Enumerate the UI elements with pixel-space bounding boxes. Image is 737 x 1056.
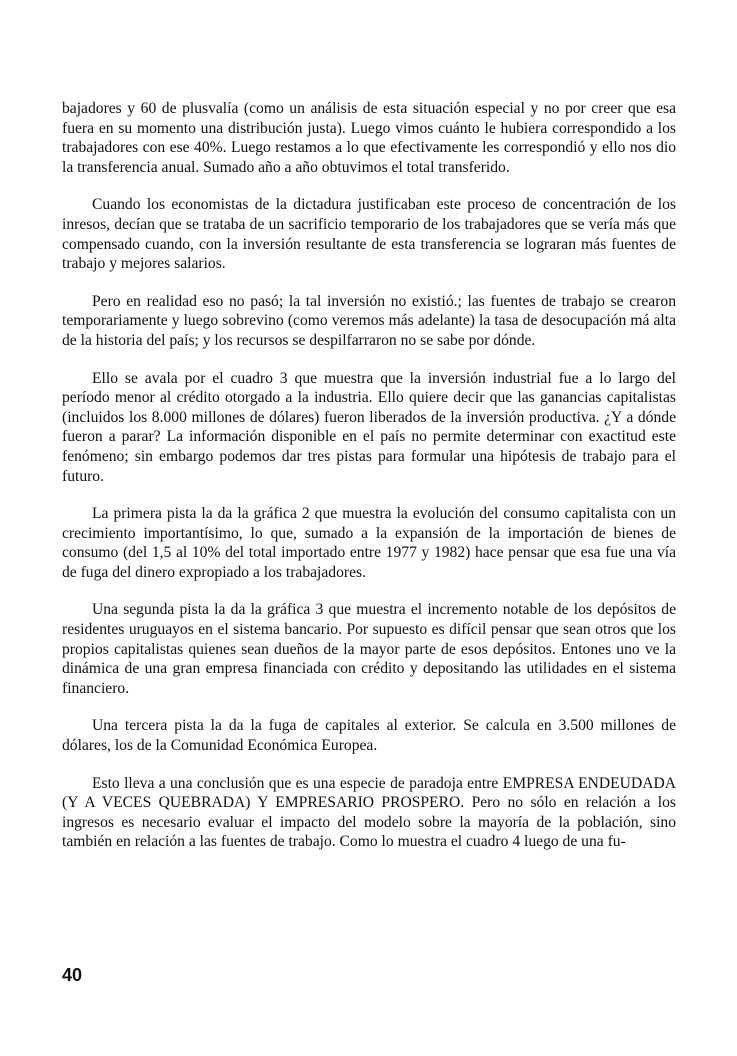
paragraph-3: Pero en realidad eso no pasó; la tal inversión no existió.; las fuentes de trabajo se crearon temporariamente y luego sobrevino (como veremos más adelante) la tasa de desocupación má alta de la historia del país; y los recursos se despilfarraron no se sabe por dónde. — [62, 292, 676, 349]
page-body — [62, 99, 676, 870]
page-number: 40 — [62, 965, 83, 985]
paragraph-5: La primera pista la da la gráfica 2 que muestra la evolución del consumo capitalista con un crecimiento importantísimo, lo que, sumado a la expansión de la importación de bienes de consumo (del 1,5 al 10% del total importado entre 1977 y 1982) hace pensar que esa fue una vía de fuga del dinero expropiado a los trabajadores. — [62, 505, 676, 581]
paragraph-1: bajadores y 60 de plusvalía (como un análisis de esta situación especial y no por creer que esa fuera en su momento una distribución justa). Luego vimos cuánto le hubiera correspondido a los trabajadores con ese 40%. Luego restamos a lo que efectivamente les correspondió y ello nos dio la transferencia anual. Sumado año a año obtuvimos el total transferido. — [62, 100, 676, 176]
paragraph-8: Esto lleva a una conclusión que es una especie de paradoja entre EMPRESA ENDEUDADA (Y A VECES QUEBRADA) Y EMPRESARIO PROSPERO. Pero no sólo en relación a los ingresos es necesario evaluar el impacto del modelo sobre la mayoría de la población, sino también en relación a las fuentes de trabajo. Como lo muestra el cuadro 4 luego de una fu- — [62, 774, 676, 851]
paragraph-6: Una segunda pista la da la gráfica 3 que muestra el incremento notable de los depósitos de residentes uruguayos en el sistema bancario. Por supuesto es difícil pensar que sean otros que los propios capitalistas quienes sean dueños de la mayor parte de esos depósitos. Entones uno ve la dinámica de una gran empresa financiada con crédito y depositando las utilidades en el sistema financiero. — [62, 601, 676, 697]
paragraph-2: Cuando los economistas de la dictadura justificaban este proceso de concentración de los inresos, decían que se trataba de un sacrificio temporario de los trabajadores que se vería más que compensado cuando, con la inversión resultante de esta transferencia se lograran más fuentes de trabajo y mejores salarios. — [62, 196, 676, 273]
paragraph-7: Una tercera pista la da la fuga de capitales al exterior. Se calcula en 3.500 millones de dólares, los de la Comunidad Económica Europea. — [62, 717, 676, 755]
paragraph-4: Ello se avala por el cuadro 3 que muestra que la inversión industrial fue a lo largo del período menor al crédito otorgado a la industria. Ello quiere decir que las ganancias capitalistas (incluidos los 8.000 millones de dólares) fueron liberados de la inversión productiva. ¿Y a dónde fueron a parar? La información disponible en el país no permite determinar con exactitud este fenómeno; sin embargo podemos dar tres pistas para formular una hipótesis de trabajo para el futuro. — [62, 369, 676, 485]
